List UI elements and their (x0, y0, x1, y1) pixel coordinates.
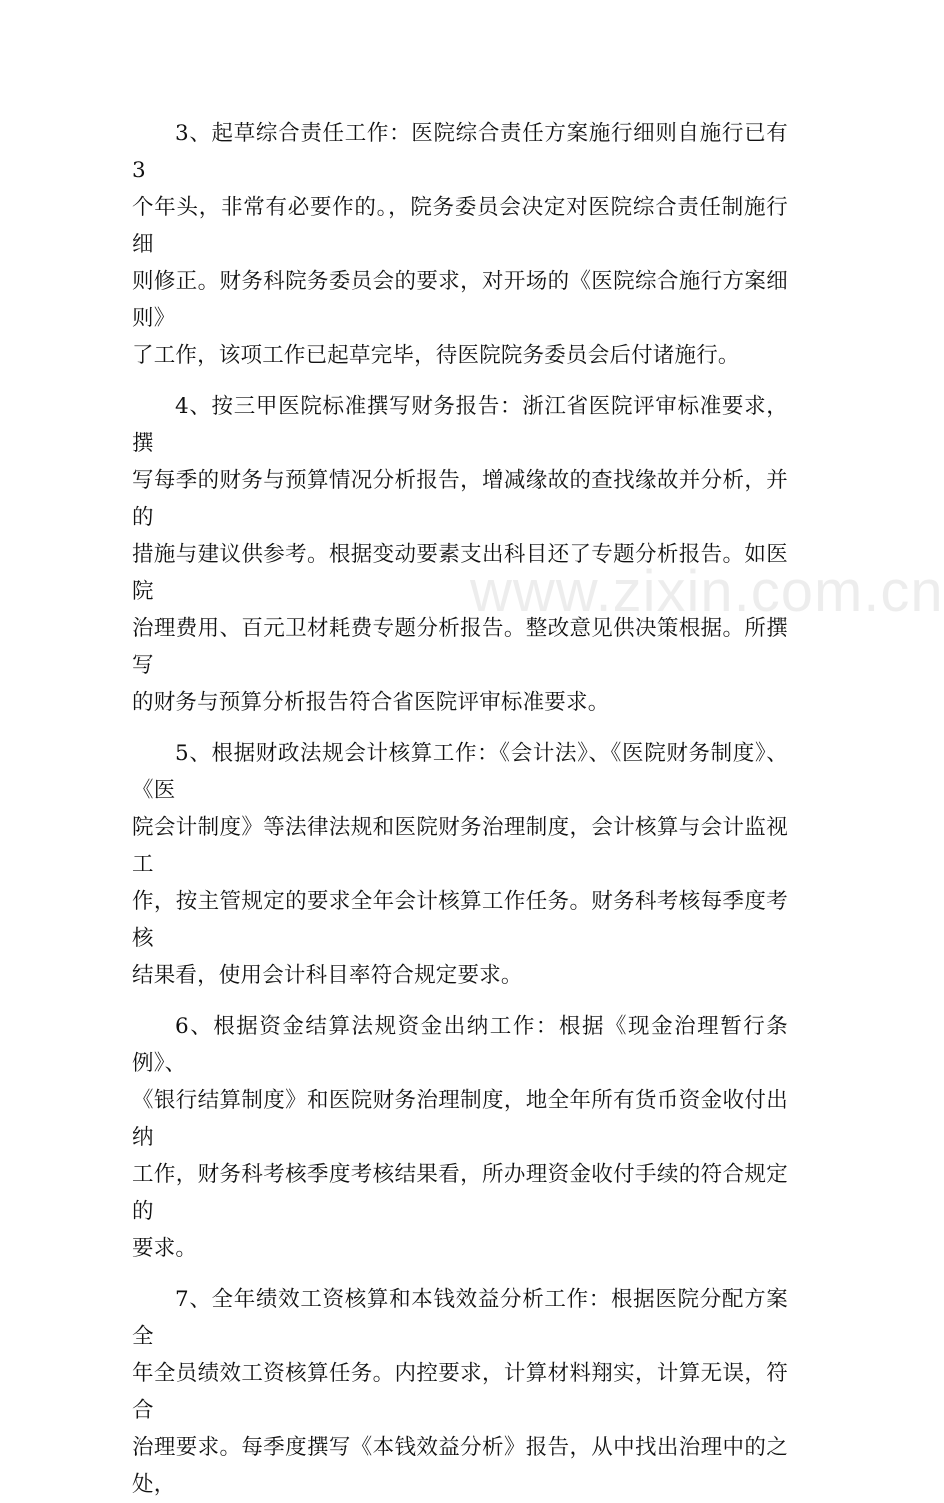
text-line: 治理费用、百元卫材耗费专题分析报告。整改意见供决策根据。所撰写 (132, 616, 788, 678)
document-body (132, 115, 788, 1503)
paragraph (132, 1008, 788, 1267)
text-line: 措施与建议供参考。根据变动要素支出科目还了专题分析报告。如医院 (132, 542, 788, 604)
text-line: 工作，财务科考核季度考核结果看，所办理资金收付手续的符合规定的 (132, 1162, 788, 1224)
text-line: 治理要求。每季度撰写《本钱效益分析》报告，从中找出治理中的之处， (132, 1435, 788, 1497)
text-line: 写每季的财务与预算情况分析报告，增减缘故的查找缘故并分析，并的 (132, 468, 788, 530)
text-line: 的财务与预算分析报告符合省医院评审标准要求。 (132, 690, 610, 715)
paragraph (132, 1281, 788, 1503)
text-line: 结果看，使用会计科目率符合规定要求。 (132, 963, 523, 988)
text-line: 6、根据资金结算法规资金出纳工作：根据《现金治理暂行条例》、 (132, 1014, 788, 1076)
text-line: 作，按主管规定的要求全年会计核算工作任务。财务科考核每季度考核 (132, 889, 788, 951)
paragraph (132, 115, 788, 374)
text-line: 《银行结算制度》和医院财务治理制度，地全年所有货币资金收付出纳 (132, 1088, 788, 1150)
text-line: 则修正。财务科院务委员会的要求，对开场的《医院综合施行方案细则》 (132, 269, 788, 331)
paragraph (132, 735, 788, 994)
text-line: 了工作，该项工作已起草完毕，待医院院务委员会后付诸施行。 (132, 343, 740, 368)
text-line: 4、按三甲医院标准撰写财务报告：浙江省医院评审标准要求，撰 (132, 394, 788, 456)
text-line: 院会计制度》等法律法规和医院财务治理制度，会计核算与会计监视工 (132, 815, 788, 877)
text-line: 7、全年绩效工资核算和本钱效益分析工作：根据医院分配方案全 (132, 1287, 788, 1349)
watermark: www.zixin.com.cn (470, 559, 944, 624)
text-line: 3、起草综合责任工作：医院综合责任方案施行细则自施行已有3 (132, 121, 788, 183)
paragraph (132, 388, 788, 721)
text-line: 5、根据财政法规会计核算工作：《会计法》、《医院财务制度》、《医 (132, 741, 788, 803)
text-line: 个年头，非常有必要作的。，院务委员会决定对医院综合责任制施行细 (132, 195, 788, 257)
text-line: 年全员绩效工资核算任务。内控要求，计算材料翔实，计算无误，符合 (132, 1361, 788, 1423)
text-line: 要求。 (132, 1236, 198, 1261)
